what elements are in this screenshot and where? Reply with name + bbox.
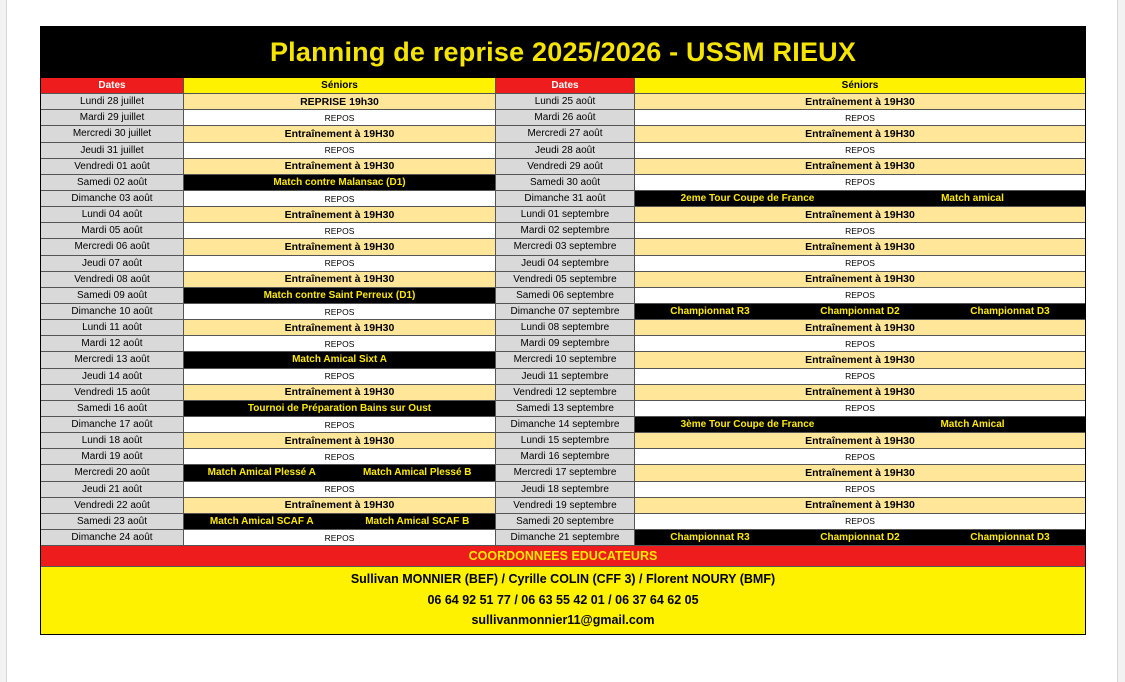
date-cell: Jeudi 21 août xyxy=(41,482,184,498)
activity-label: Entraînement à 19H30 xyxy=(805,434,915,447)
activity-cell xyxy=(635,110,1085,126)
table-row xyxy=(41,530,1085,546)
table-row xyxy=(41,449,1085,465)
activity-label: REPOS xyxy=(845,516,875,527)
activity-cell xyxy=(635,530,1085,546)
table-row xyxy=(41,304,1085,320)
activity-cell xyxy=(635,288,1085,304)
date-cell: Vendredi 19 septembre xyxy=(496,498,635,514)
date-cell: Lundi 28 juillet xyxy=(41,94,184,110)
header-dates-right: Dates xyxy=(496,78,635,94)
table-row xyxy=(41,433,1085,449)
activity-label: REPOS xyxy=(845,145,875,156)
activity-label: Match Amical Sixt A xyxy=(292,354,387,366)
date-cell: Mardi 19 août xyxy=(41,449,184,465)
activity-cell xyxy=(635,126,1085,142)
activity-cell xyxy=(184,94,496,110)
table-row xyxy=(41,191,1085,207)
activity-cell xyxy=(184,175,496,191)
date-cell: Vendredi 01 août xyxy=(41,159,184,175)
activity-cell xyxy=(635,401,1085,417)
date-cell: Mercredi 06 août xyxy=(41,239,184,255)
activity-cell xyxy=(635,498,1085,514)
activity-label: Entraînement à 19H30 xyxy=(284,386,395,399)
activity-label: Entraînement à 19H30 xyxy=(805,466,915,479)
date-cell: Samedi 09 août xyxy=(41,288,184,304)
date-cell: Dimanche 03 août xyxy=(41,191,184,207)
date-cell: Dimanche 17 août xyxy=(41,417,184,433)
date-cell: Mercredi 03 septembre xyxy=(496,239,635,255)
activity-label: Entraînement à 19H30 xyxy=(284,434,395,447)
table-row xyxy=(41,223,1085,239)
date-cell: Lundi 25 août xyxy=(496,94,635,110)
activity-label: Tournoi de Préparation Bains sur Oust xyxy=(247,402,432,414)
date-cell: Vendredi 22 août xyxy=(41,498,184,514)
table-row xyxy=(41,159,1085,175)
date-cell: Jeudi 31 juillet xyxy=(41,143,184,159)
coach-phones: 06 64 92 51 77 / 06 63 55 42 01 / 06 37 64 62 05 xyxy=(427,592,699,607)
activity-label: REPOS xyxy=(324,225,355,236)
table-row xyxy=(41,336,1085,352)
activity-cell xyxy=(184,465,496,481)
date-cell: Mercredi 20 août xyxy=(41,465,184,481)
date-cell: Vendredi 29 août xyxy=(496,159,635,175)
page-title: Planning de reprise 2025/2026 - USSM RIEUX xyxy=(41,27,1085,78)
table-row xyxy=(41,352,1085,368)
activity-label: REPOS xyxy=(845,290,875,301)
activity-cell xyxy=(635,433,1085,449)
date-cell: Mercredi 17 septembre xyxy=(496,465,635,481)
activity-cell xyxy=(184,207,496,223)
activity-cell xyxy=(635,143,1085,159)
activity-label: REPOS xyxy=(324,145,355,156)
activity-cell xyxy=(635,239,1085,255)
activity-label: Entraînement à 19H30 xyxy=(805,386,915,399)
activity-cell xyxy=(184,530,496,546)
activity-cell xyxy=(184,126,496,142)
date-cell: Lundi 01 septembre xyxy=(496,207,635,223)
date-cell: Vendredi 15 août xyxy=(41,385,184,401)
activity-label: REPOS xyxy=(324,451,355,462)
activity-cell xyxy=(184,385,496,401)
activity-label: REPOS xyxy=(324,258,355,269)
date-cell: Jeudi 14 août xyxy=(41,369,184,385)
activity-cell xyxy=(635,223,1085,239)
date-cell: Dimanche 24 août xyxy=(41,530,184,546)
coach-email: sullivanmonnier11@gmail.com xyxy=(471,613,655,628)
activity-cell xyxy=(184,482,496,498)
activity-cell xyxy=(184,369,496,385)
activity-label: Match contre Saint Perreux (D1) xyxy=(263,289,416,301)
activity-cell xyxy=(184,401,496,417)
activity-label: Match amical xyxy=(941,193,1004,205)
table-row xyxy=(41,143,1085,159)
date-cell: Dimanche 21 septembre xyxy=(496,530,635,546)
activity-cell xyxy=(184,223,496,239)
activity-cell xyxy=(635,465,1085,481)
date-cell: Mardi 09 septembre xyxy=(496,336,635,352)
activity-cell xyxy=(184,352,496,368)
activity-label: Entraînement à 19H30 xyxy=(284,127,395,140)
activity-label: REPOS xyxy=(845,371,875,382)
table-row xyxy=(41,288,1085,304)
activity-label: REPRISE 19h30 xyxy=(300,95,379,108)
activity-cell xyxy=(635,256,1085,272)
activity-label: REPOS xyxy=(324,419,355,430)
activity-label: Entraînement à 19H30 xyxy=(805,240,915,253)
coach-contacts xyxy=(41,567,1085,634)
header-seniors-left: Séniors xyxy=(184,78,496,94)
date-cell: Mercredi 10 septembre xyxy=(496,352,635,368)
activity-cell xyxy=(635,385,1085,401)
footer-header: COORDONNEES EDUCATEURS xyxy=(41,546,1085,567)
activity-label: Championnat D2 xyxy=(820,306,900,318)
activity-cell xyxy=(635,320,1085,336)
table-row xyxy=(41,126,1085,142)
activity-cell xyxy=(184,256,496,272)
header-row xyxy=(41,78,1085,94)
activity-label: Match Amical SCAF A xyxy=(209,515,314,527)
activity-label: 2eme Tour Coupe de France xyxy=(680,193,815,205)
activity-label: Championnat R3 xyxy=(670,306,750,318)
activity-label: Entraînement à 19H30 xyxy=(805,321,915,334)
activity-label: Championnat R3 xyxy=(670,532,750,543)
activity-label: Entraînement à 19H30 xyxy=(284,240,395,253)
activity-label: REPOS xyxy=(845,177,875,188)
activity-cell xyxy=(635,94,1085,110)
table-row xyxy=(41,94,1085,110)
date-cell: Lundi 04 août xyxy=(41,207,184,223)
schedule-sheet xyxy=(40,26,1086,635)
activity-label: 3ème Tour Coupe de France xyxy=(680,419,815,431)
date-cell: Lundi 08 septembre xyxy=(496,320,635,336)
activity-cell xyxy=(635,304,1085,320)
date-cell: Jeudi 04 septembre xyxy=(496,256,635,272)
schedule-rows xyxy=(41,94,1085,546)
activity-cell xyxy=(635,449,1085,465)
activity-label: Match Amical SCAF B xyxy=(365,515,470,527)
activity-label: Championnat D3 xyxy=(970,532,1050,543)
activity-label: REPOS xyxy=(845,258,875,269)
activity-cell xyxy=(635,352,1085,368)
date-cell: Mardi 12 août xyxy=(41,336,184,352)
activity-label: REPOS xyxy=(324,484,355,495)
activity-label: REPOS xyxy=(845,451,875,462)
table-row xyxy=(41,369,1085,385)
activity-label: REPOS xyxy=(845,225,875,236)
activity-cell xyxy=(635,191,1085,207)
activity-cell xyxy=(184,304,496,320)
table-row xyxy=(41,514,1085,530)
activity-label: REPOS xyxy=(324,306,355,317)
activity-label: Entraînement à 19H30 xyxy=(805,499,915,512)
table-row xyxy=(41,465,1085,481)
activity-label: REPOS xyxy=(324,112,355,123)
date-cell: Lundi 15 septembre xyxy=(496,433,635,449)
date-cell: Jeudi 18 septembre xyxy=(496,482,635,498)
activity-label: Entraînement à 19H30 xyxy=(284,321,395,334)
activity-label: Match Amical Plessé A xyxy=(207,467,316,479)
activity-cell xyxy=(635,336,1085,352)
activity-label: REPOS xyxy=(845,338,875,349)
date-cell: Jeudi 07 août xyxy=(41,256,184,272)
date-cell: Samedi 02 août xyxy=(41,175,184,191)
activity-label: Entraînement à 19H30 xyxy=(284,499,395,512)
activity-cell xyxy=(184,272,496,288)
activity-cell xyxy=(184,159,496,175)
date-cell: Jeudi 28 août xyxy=(496,143,635,159)
date-cell: Mardi 29 juillet xyxy=(41,110,184,126)
activity-label: Championnat D3 xyxy=(970,306,1050,318)
document-page xyxy=(6,0,1118,682)
activity-cell xyxy=(184,514,496,530)
date-cell: Dimanche 14 septembre xyxy=(496,417,635,433)
activity-label: Entraînement à 19H30 xyxy=(805,160,915,173)
coach-names: Sullivan MONNIER (BEF) / Cyrille COLIN (CFF 3) / Florent NOURY (BMF) xyxy=(350,572,776,587)
activity-cell xyxy=(635,159,1085,175)
table-row xyxy=(41,482,1085,498)
activity-label: Match Amical Plessé B xyxy=(362,467,472,479)
activity-cell xyxy=(184,191,496,207)
activity-label: Entraînement à 19H30 xyxy=(284,160,395,173)
activity-cell xyxy=(184,288,496,304)
date-cell: Samedi 06 septembre xyxy=(496,288,635,304)
date-cell: Samedi 20 septembre xyxy=(496,514,635,530)
table-row xyxy=(41,110,1085,126)
date-cell: Lundi 11 août xyxy=(41,320,184,336)
activity-cell xyxy=(635,175,1085,191)
date-cell: Samedi 30 août xyxy=(496,175,635,191)
date-cell: Mardi 05 août xyxy=(41,223,184,239)
date-cell: Vendredi 08 août xyxy=(41,272,184,288)
date-cell: Mardi 16 septembre xyxy=(496,449,635,465)
table-row xyxy=(41,401,1085,417)
activity-label: Championnat D2 xyxy=(820,532,900,543)
activity-cell xyxy=(184,449,496,465)
activity-label: Entraînement à 19H30 xyxy=(805,95,915,108)
activity-cell xyxy=(184,110,496,126)
date-cell: Samedi 13 septembre xyxy=(496,401,635,417)
activity-label: Entraînement à 19H30 xyxy=(805,208,915,221)
activity-label: REPOS xyxy=(324,532,355,543)
activity-label: REPOS xyxy=(324,371,355,382)
activity-label: Match contre Malansac (D1) xyxy=(273,176,406,188)
activity-label: REPOS xyxy=(324,338,355,349)
date-cell: Dimanche 10 août xyxy=(41,304,184,320)
date-cell: Vendredi 05 septembre xyxy=(496,272,635,288)
table-row xyxy=(41,385,1085,401)
activity-label: REPOS xyxy=(845,403,875,414)
activity-cell xyxy=(184,498,496,514)
activity-cell xyxy=(635,207,1085,223)
table-row xyxy=(41,320,1085,336)
activity-label: Entraînement à 19H30 xyxy=(284,273,395,286)
date-cell: Lundi 18 août xyxy=(41,433,184,449)
date-cell: Mercredi 30 juillet xyxy=(41,126,184,142)
activity-cell xyxy=(184,433,496,449)
activity-cell xyxy=(635,514,1085,530)
activity-cell xyxy=(184,336,496,352)
activity-cell xyxy=(635,482,1085,498)
table-row xyxy=(41,498,1085,514)
table-row xyxy=(41,239,1085,255)
activity-label: Entraînement à 19H30 xyxy=(805,127,915,140)
date-cell: Jeudi 11 septembre xyxy=(496,369,635,385)
activity-cell xyxy=(184,320,496,336)
activity-cell xyxy=(635,369,1085,385)
activity-label: Match Amical xyxy=(940,419,1005,431)
activity-label: REPOS xyxy=(324,193,355,204)
date-cell: Dimanche 31 août xyxy=(496,191,635,207)
date-cell: Mercredi 13 août xyxy=(41,352,184,368)
table-row xyxy=(41,256,1085,272)
date-cell: Mardi 02 septembre xyxy=(496,223,635,239)
date-cell: Samedi 16 août xyxy=(41,401,184,417)
activity-label: Entraînement à 19H30 xyxy=(805,353,915,366)
date-cell: Mardi 26 août xyxy=(496,110,635,126)
table-row xyxy=(41,175,1085,191)
date-cell: Dimanche 07 septembre xyxy=(496,304,635,320)
activity-cell xyxy=(184,417,496,433)
header-dates-left: Dates xyxy=(41,78,184,94)
table-row xyxy=(41,272,1085,288)
activity-cell xyxy=(635,272,1085,288)
header-seniors-right: Séniors xyxy=(635,78,1085,94)
activity-cell xyxy=(635,417,1085,433)
activity-label: Entraînement à 19H30 xyxy=(805,273,915,286)
table-row xyxy=(41,207,1085,223)
activity-cell xyxy=(184,143,496,159)
activity-label: REPOS xyxy=(845,484,875,495)
activity-label: Entraînement à 19H30 xyxy=(284,208,395,221)
table-row xyxy=(41,417,1085,433)
date-cell: Samedi 23 août xyxy=(41,514,184,530)
activity-cell xyxy=(184,239,496,255)
date-cell: Mercredi 27 août xyxy=(496,126,635,142)
activity-label: REPOS xyxy=(845,112,875,123)
date-cell: Vendredi 12 septembre xyxy=(496,385,635,401)
